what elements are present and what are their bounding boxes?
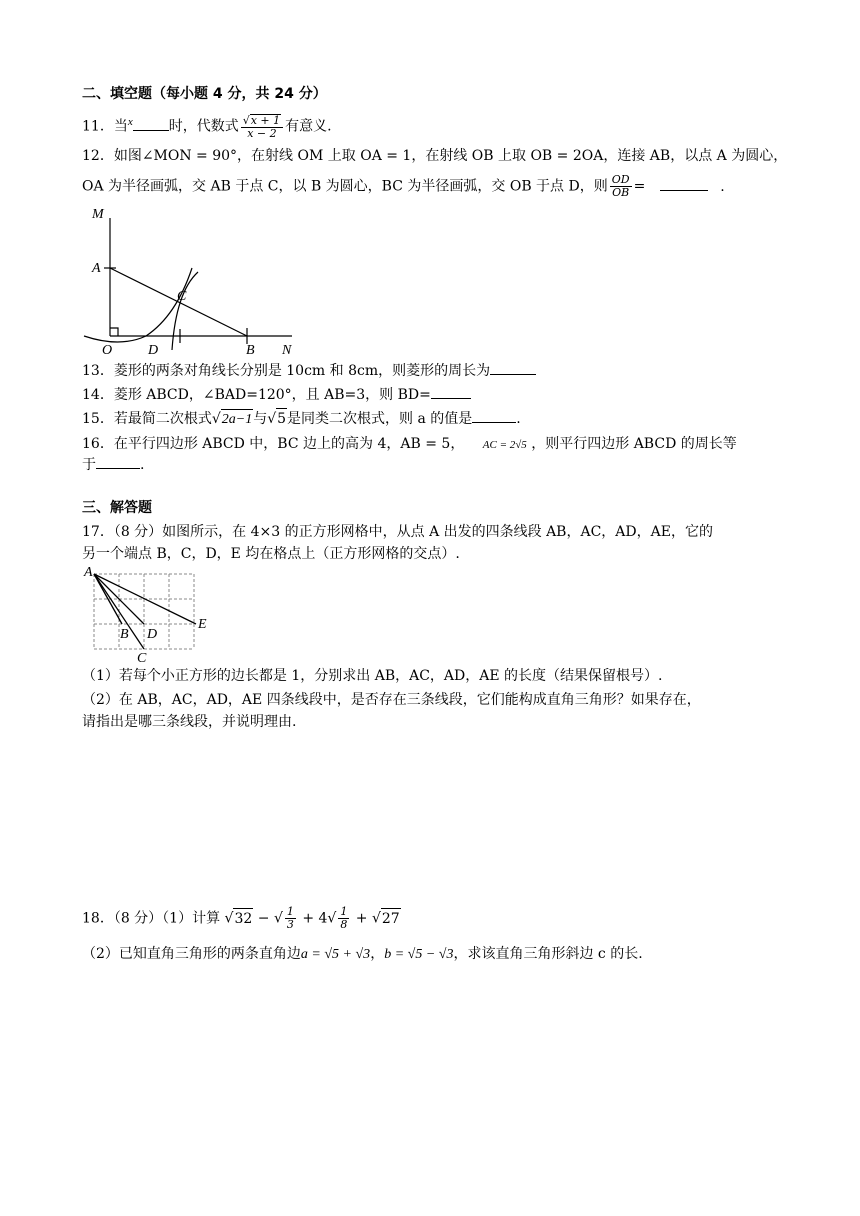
question-16-line2: 于 . — [82, 454, 144, 475]
q15-suffix: 是同类二次根式，则 a 的值是 — [287, 411, 473, 427]
question-17-part1: （1）若每个小正方形的边长都是 1，分别求出 AB，AC，AD，AE 的长度（结果保留根号）. — [82, 668, 663, 684]
q11-answer-blank[interactable] — [133, 116, 169, 131]
q13-answer-blank[interactable] — [490, 360, 536, 375]
question-13 — [82, 360, 536, 381]
q16-answer-blank[interactable] — [96, 454, 140, 469]
arc-b — [172, 272, 198, 350]
q12-fraction: $\frac{OD}{OB}$ — [611, 173, 630, 199]
q12-equals: = — [633, 178, 646, 195]
question-12-line2 — [82, 174, 725, 199]
question-18-line2 — [82, 944, 643, 965]
q18-comma: ， — [370, 946, 385, 962]
q14-text: 14．菱形 ABCD，∠BAD=120°，且 AB=3，则 BD= — [82, 387, 431, 403]
question-12-line1: 12．如图∠MON = 90°，在射线 OM 上取 OA = 1，在射线 OB 上取 OB = 2OA，连接 AB，以点 A 为圆心， — [82, 148, 788, 164]
label-c: C — [177, 289, 187, 304]
q16-line2: 于 — [82, 457, 96, 473]
question-14 — [82, 384, 471, 405]
q18-plus4: + 4 — [302, 910, 328, 927]
question-17-line1: 17．（8 分）如图所示，在 4×3 的正方形网格中，从点 A 出发的四条线段 AB，AC，AD，AE，它的 — [82, 524, 713, 540]
grid — [94, 574, 194, 649]
q11-prefix: 11．当 — [82, 118, 128, 135]
q14-answer-blank[interactable] — [431, 384, 471, 399]
q12-line2a: OA 为半径画弧，交 AB 于点 C，以 B 为圆心，BC 为半径画弧，交 OB 于点 D，则 — [82, 178, 608, 195]
q18-line2a: （2）已知直角三角形的两条直角边 — [82, 946, 301, 962]
question-17-part2-line2: 请指出是哪三条线段，并说明理由. — [82, 714, 297, 730]
label-n: N — [282, 343, 292, 358]
q18-sqrt32: 32 — [233, 908, 253, 929]
label-b: B — [120, 627, 129, 642]
q18-frac-1-8: $\frac{1}{8}$ — [340, 905, 348, 931]
question-16-line1 — [82, 434, 737, 455]
q15-radical-2: 5 — [276, 408, 287, 429]
label-b: B — [246, 343, 255, 358]
label-a: A — [92, 261, 101, 276]
q11-mid: 时，代数式 — [168, 118, 239, 135]
right-angle-mark — [110, 328, 118, 336]
label-o: O — [102, 343, 113, 358]
q18-b-expression: b = √5 − √3 — [384, 947, 454, 962]
q18-sqrt27: 27 — [381, 908, 401, 929]
figure-12 — [80, 200, 300, 358]
q15-prefix: 15．若最简二次根式 — [82, 411, 212, 427]
q18-plus: + — [355, 910, 368, 927]
label-m: M — [92, 207, 104, 222]
q16-ac: AC = 2√5 — [482, 439, 527, 451]
label-d: D — [148, 343, 159, 358]
q12-period: . — [720, 178, 725, 195]
q18-line2b: ，求该直角三角形斜边 c 的长. — [453, 946, 643, 962]
figure-17 — [82, 562, 222, 666]
q11-var: x — [127, 116, 133, 128]
q13-text: 13．菱形的两条对角线长分别是 10cm 和 8cm，则菱形的周长为 — [82, 363, 491, 379]
q15-answer-blank[interactable] — [472, 408, 516, 423]
q15-mid: 与 — [253, 411, 268, 427]
question-11 — [82, 112, 332, 140]
label-c: C — [137, 651, 147, 666]
question-17-part2-line1: （2）在 AB，AC，AD，AE 四条线段中，是否存在三条线段，它们能构成直角三角形？如果存在， — [82, 692, 701, 708]
question-18-line1: 18．（8 分）（1）计算 √32 − √ $\frac{1}{3}$ + 4√ $\frac{1}{8}$ + √27 — [82, 905, 400, 931]
q18-frac-1-3: $\frac{1}{3}$ — [286, 905, 294, 931]
section-2-heading: 二、填空题（每小题 4 分，共 24 分） — [82, 86, 327, 102]
question-17-line2: 另一个端点 B，C，D，E 均在格点上（正方形网格的交点）. — [82, 546, 460, 562]
label-d: D — [147, 627, 158, 642]
section-3-heading: 三、解答题 — [82, 500, 152, 516]
q15-radical-1: 2a−1 — [221, 409, 253, 430]
q16-line1b: ，则平行四边形 ABCD 的周长等 — [531, 436, 737, 452]
q11-fraction: $\frac{√x + 1}{x - 2}$ — [241, 114, 283, 140]
q18-a-expression: a = √5 + √3 — [300, 947, 371, 962]
q12-answer-blank[interactable] — [660, 176, 708, 191]
q16-line1a: 16．在平行四边形 ABCD 中，BC 边上的高为 4，AB = 5， — [82, 436, 465, 452]
question-15: 15．若最简二次根式√2a−1与√5是同类二次根式，则 a 的值是 . — [82, 408, 521, 430]
label-a: A — [84, 565, 93, 580]
q11-suffix: 有意义. — [285, 118, 332, 135]
q18-minus: − — [257, 910, 270, 927]
arc-a — [84, 268, 192, 342]
label-e: E — [198, 617, 207, 632]
q18-line1a: 18．（8 分）（1）计算 — [82, 910, 221, 927]
